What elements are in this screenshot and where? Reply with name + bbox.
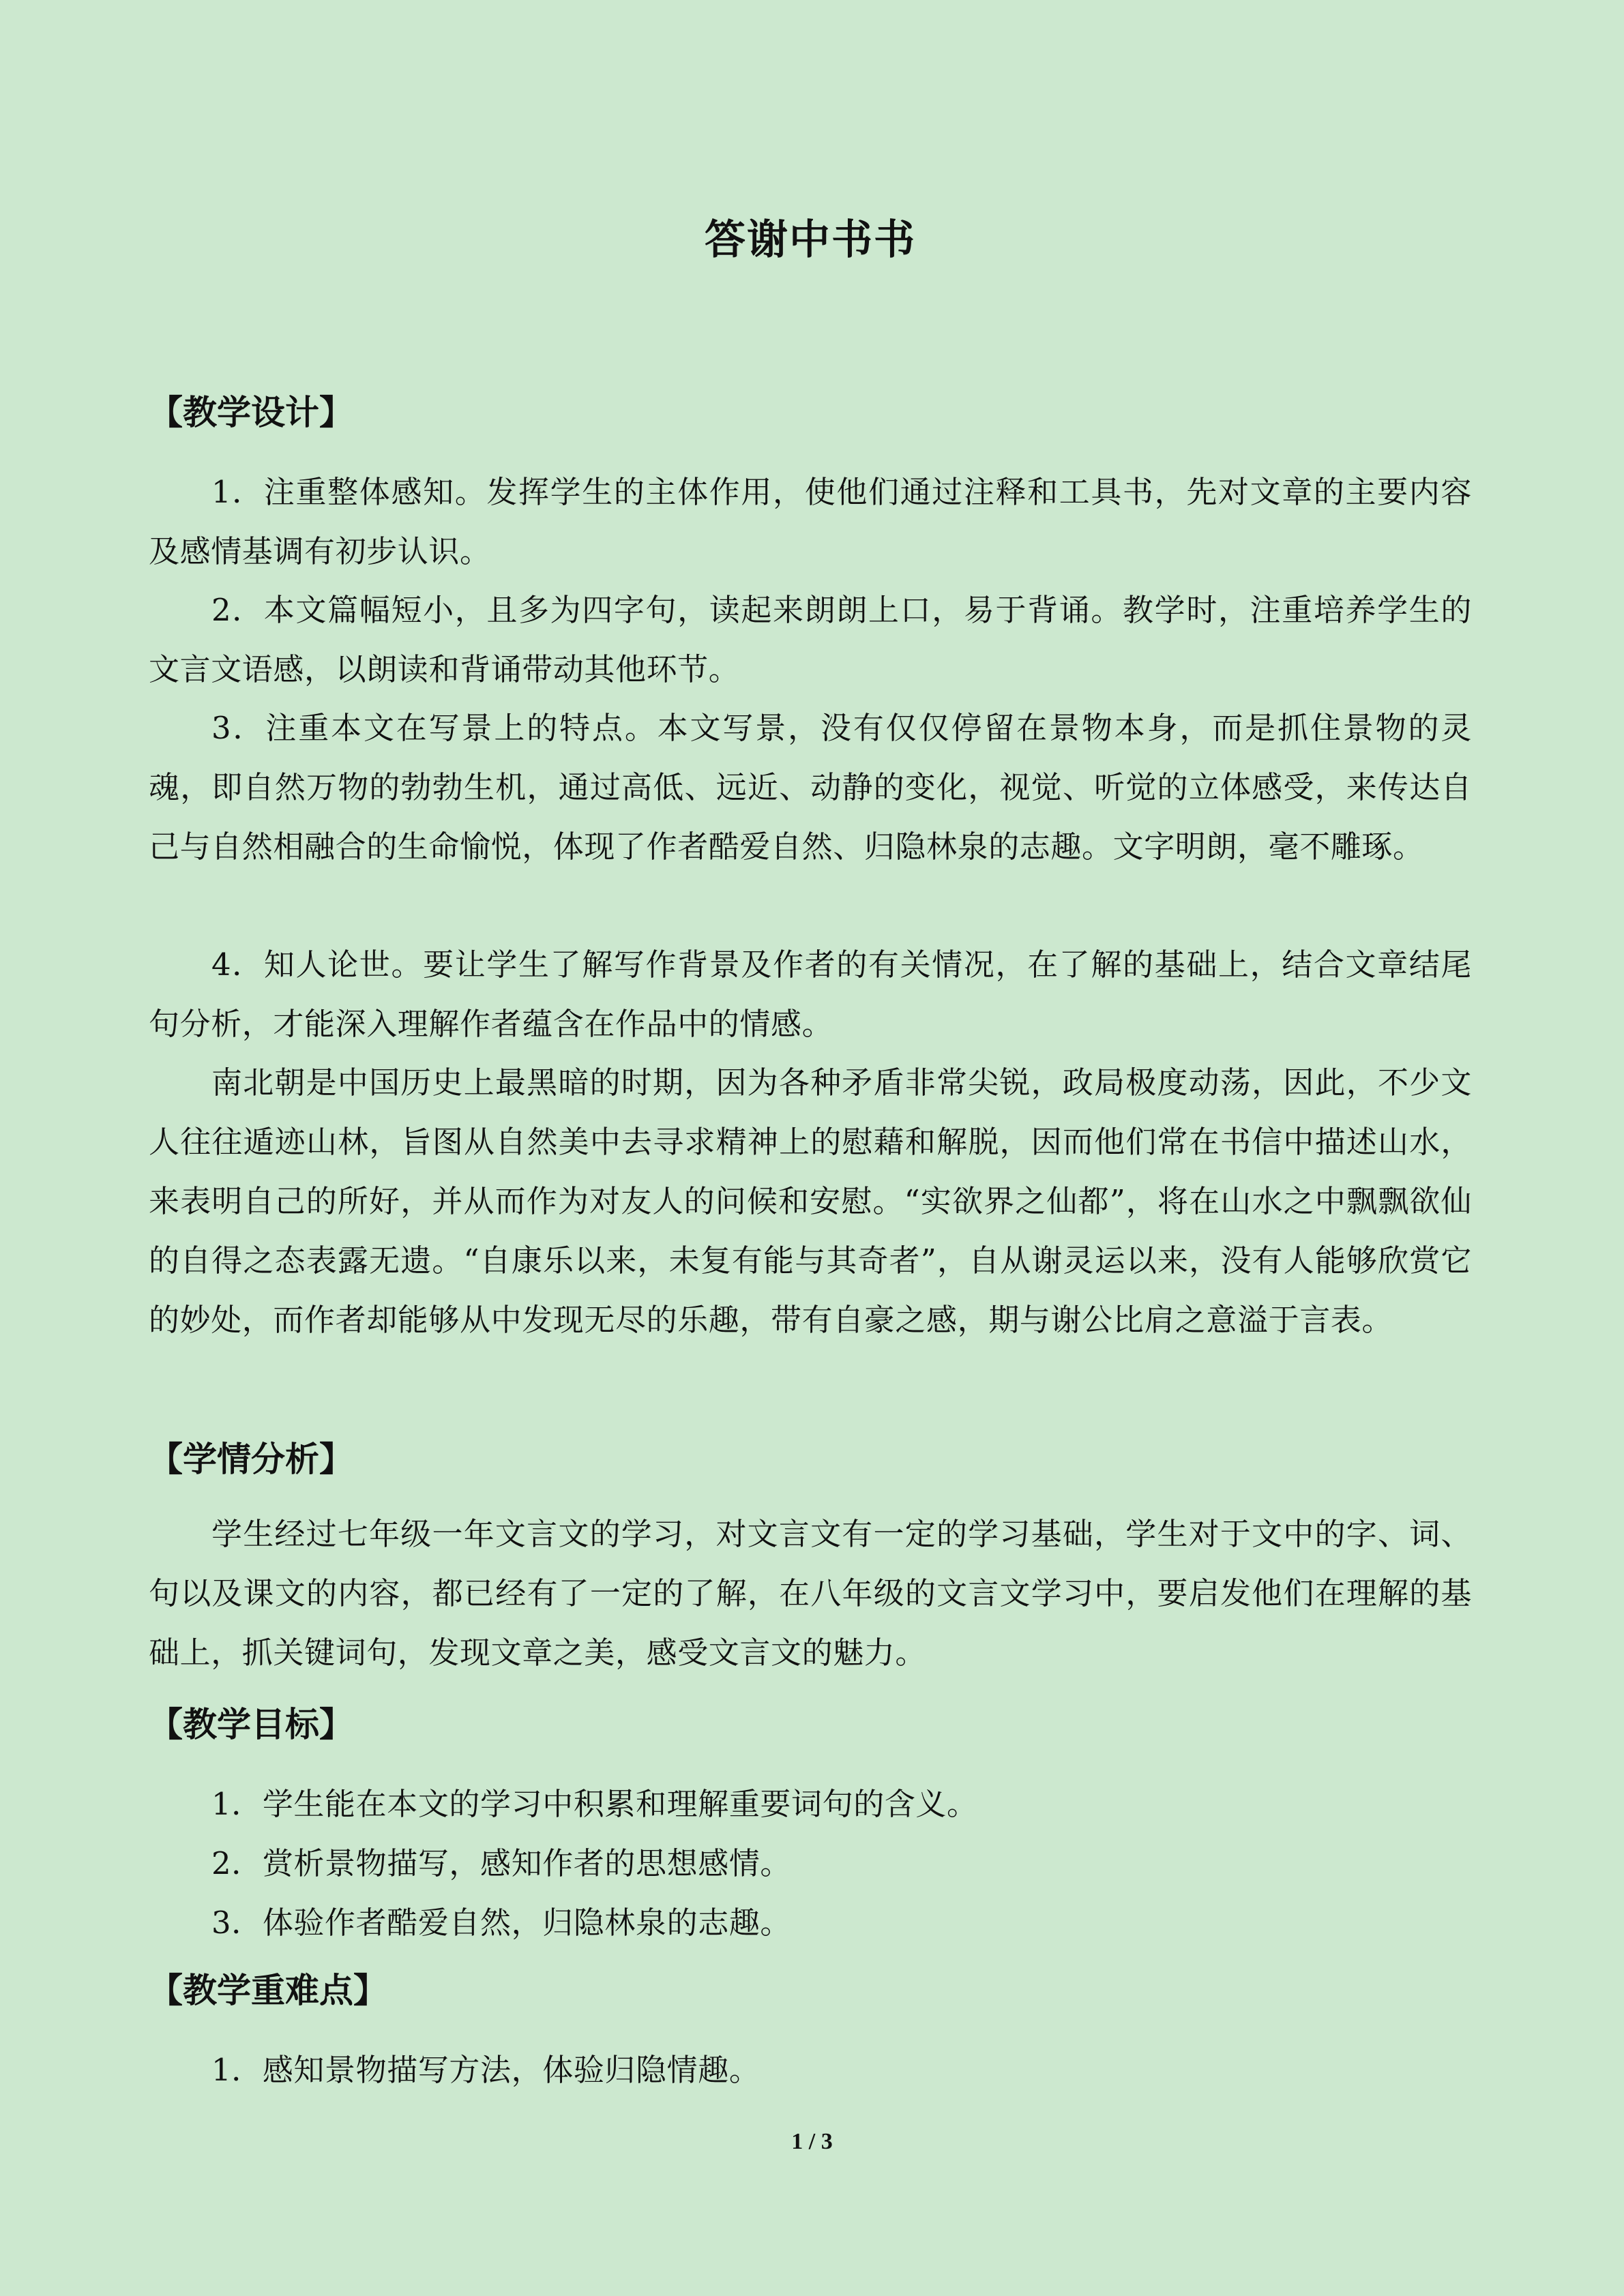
paragraph-student-analysis: 学生经过七年级一年文言文的学习，对文言文有一定的学习基础，学生对于文中的字、词、句以及课文的内容，都已经有了一定的了解，在八年级的文言文学习中，要启发他们在理解的基础上，抓关键词句，发现文章之美，感受文言文的魅力。 xyxy=(149,1516,1472,1671)
goal-item-1: 1．学生能在本文的学习中积累和理解重要词句的含义。 xyxy=(211,1786,978,1822)
goal-item-3: 3．体验作者酷爱自然，归隐林泉的志趣。 xyxy=(211,1905,792,1941)
section-heading-teaching-goals: 【教学目标】 xyxy=(149,1704,353,1744)
document-title: 答谢中书书 xyxy=(705,216,916,264)
paragraph-design-4: 4．知人论世。要让学生了解写作背景及作者的有关情况，在了解的基础上，结合文章结尾句分析，才能深入理解作者蕴含在作品中的情感。 xyxy=(149,946,1472,1042)
paragraph-design-1: 1．注重整体感知。发挥学生的主体作用，使他们通过注释和工具书，先对文章的主要内容及感情基调有初步认识。 xyxy=(149,474,1472,569)
paragraph-design-background: 南北朝是中国历史上最黑暗的时期，因为各种矛盾非常尖锐，政局极度动荡，因此，不少文人往往遁迹山林，旨图从自然美中去寻求精神上的慰藉和解脱，因而他们常在书信中描述山水，来表明自己的所好，并从而作为对友人的问候和安慰。“实欲界之仙都”，将在山水之中飘飘欲仙的自得之态表露无遗。“自康乐以来，未复有能与其奇者”，自从谢灵运以来，没有人能够欣赏它的妙处，而作者却能够从中发现无尽的乐趣，带有自豪之感，期与谢公比肩之意溢于言表。 xyxy=(149,1064,1472,1338)
key-point-item-1: 1．感知景物描写方法，体验归隐情趣。 xyxy=(211,2052,761,2088)
section-heading-key-points: 【教学重难点】 xyxy=(149,1970,387,2010)
paragraph-design-3: 3．注重本文在写景上的特点。本文写景，没有仅仅停留在景物本身，而是抓住景物的灵魂，即自然万物的勃勃生机，通过高低、远近、动静的变化，视觉、听觉的立体感受，来传达自己与自然相融合的生命愉悦，体现了作者酷爱自然、归隐林泉的志趣。文字明朗，毫不雕琢。 xyxy=(149,710,1472,865)
section-heading-student-analysis: 【学情分析】 xyxy=(149,1439,353,1479)
goal-item-2: 2．赏析景物描写，感知作者的思想感情。 xyxy=(211,1845,792,1881)
section-heading-teaching-design: 【教学设计】 xyxy=(149,392,353,432)
paragraph-design-2: 2．本文篇幅短小，且多为四字句，读起来朗朗上口，易于背诵。教学时，注重培养学生的文言文语感，以朗读和背诵带动其他环节。 xyxy=(149,592,1472,687)
page-number: 1 / 3 xyxy=(791,2129,833,2154)
